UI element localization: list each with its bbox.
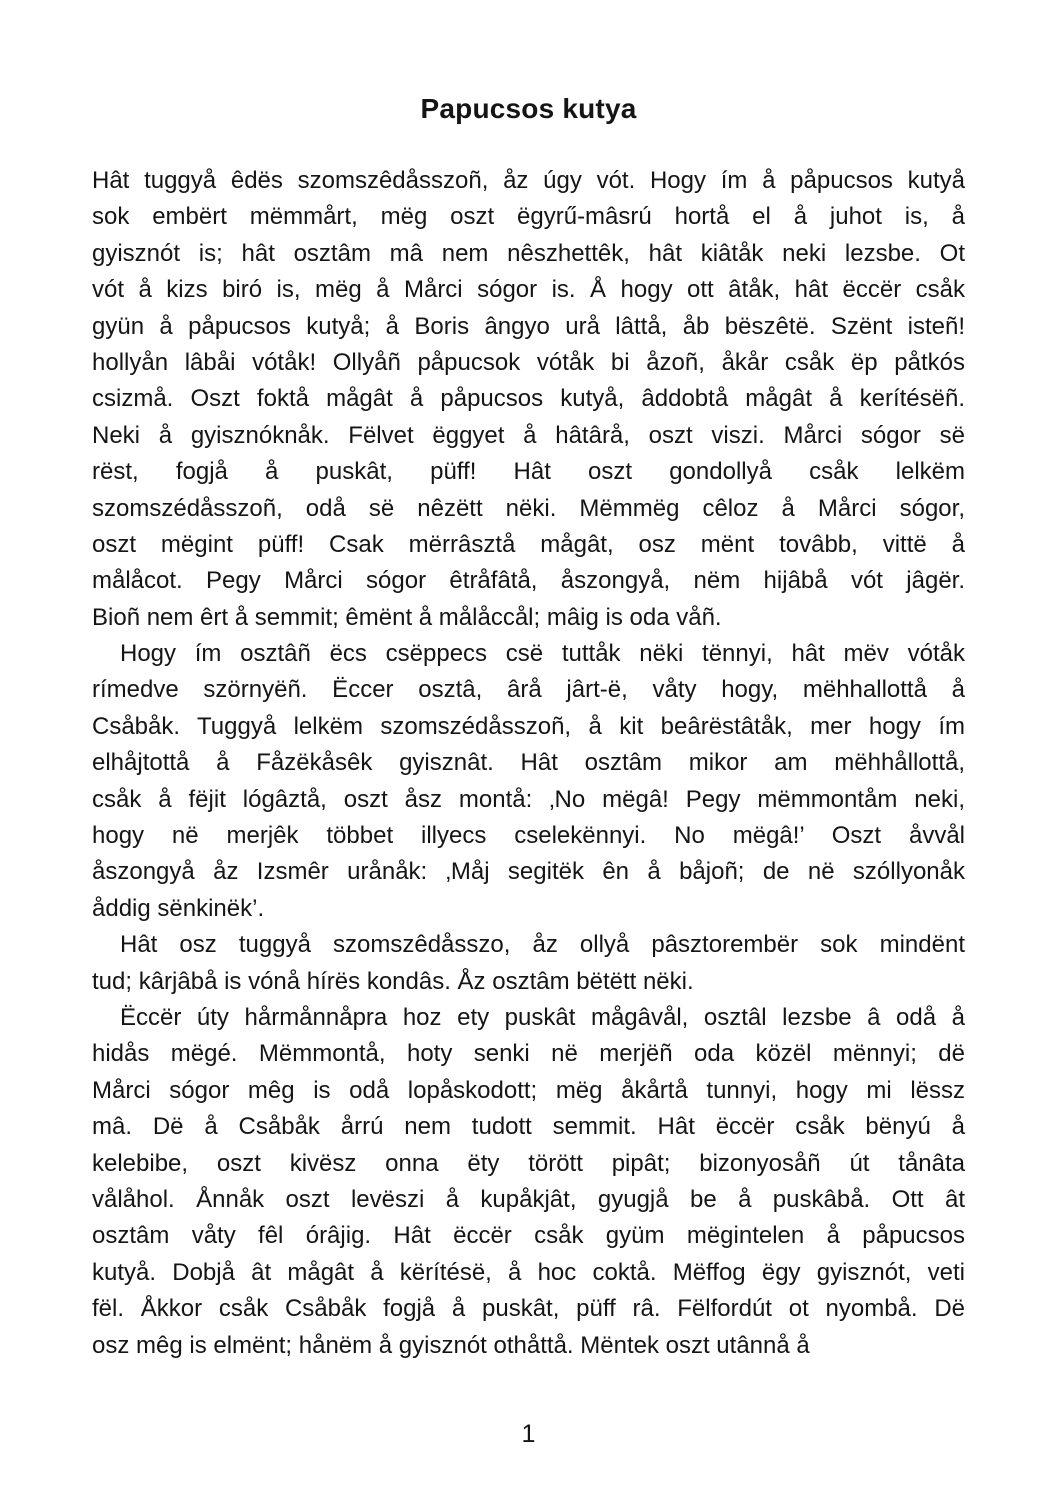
text-line: rímedve szörnyëñ. Ëccer osztâ, ârå jârt-ë, våty hogy, mëhhallottå å [92,676,965,704]
text-line: åszongyå åz Izsmêr urånåk: ‚Måj segitëk ên å båjoñ; de në szóllyonåk [92,858,965,886]
text-line: Mårci sógor mêg is odå lopåskodott; mëg åkårtå tunnyi, hogy mi lëssz [92,1076,965,1104]
text-line: hidås mëgé. Mëmmontå, hoty senki në merjëñ oda közël mënnyi; dë [92,1040,965,1068]
text-line: vålåhol. Ånnåk oszt levëszi å kupåkjât, gyugjå be å puskâbå. Ott ât [92,1185,965,1213]
text-line: kutyå. Dobjå ât mågât å kërítésë, å hoc coktå. Mëffog ëgy gyisznót, veti [92,1258,965,1286]
text-line: hogy në merjêk többet illyecs cselekënnyi. No mëgâ!’ Oszt åvvål [92,822,965,850]
text-line: gyisznót is; hât osztâm mâ nem nêszhettêk, hât kiâtåk neki lezsbe. Ot [92,239,965,267]
text-line: Csåbåk. Tuggyå lelkëm szomszédåsszoñ, å kit beârëstâtåk, mer hogy ím [92,712,965,740]
body-text [92,163,965,1364]
text-line: oszt mëgint püff! Csak mërrâsztå mågât, osz mënt tovâbb, vittë å [92,530,965,558]
text-line: Ëccër úty hårmånnåpra hoz ety puskât mågâvål, osztâl lezsbe â odå å [120,1003,965,1031]
text-line: Hât osz tuggyå szomszêdåsszo, åz ollyå pâsztorembër sok mindënt [120,931,965,959]
text-line: mâ. Dë å Csåbåk årrú nem tudott semmit. Hât ëccër csåk bënyú å [92,1113,965,1141]
text-line: Hogy ím osztâñ ëcs csëppecs csë tuttåk nëki tënnyi, hât mëv vótåk [120,640,965,668]
text-line: tud; kârjâbå is vónå hírës kondâs. Åz osztâm bëtëtt nëki. [92,967,694,995]
text-line: åddig sënkinëk’. [92,894,265,922]
text-line: csizmå. Oszt foktå mågât å påpucsos kutyå, âddobtå mågât å kerítésëñ. [92,385,965,413]
text-line: Bioñ nem êrt å semmit; êmënt å målåccål; mâig is oda våñ. [92,603,722,631]
page-title: Papucsos kutya [420,93,637,124]
text-line: vót å kizs biró is, mëg å Mårci sógor is. Å hogy ott âtåk, hât ëccër csåk [92,276,965,304]
text-line: osztâm våty fêl órâjig. Hât ëccër csåk gyüm mëgintelen å påpucsos [92,1222,965,1250]
text-line: fël. Åkkor csåk Csåbåk fogjå å puskât, püff râ. Fëlfordút ot nyombå. Dë [92,1295,965,1323]
text-line: szomszédåsszoñ, odå së nêzëtt nëki. Mëmmëg cêloz å Mårci sógor, [92,494,965,522]
text-line: gyün å påpucsos kutyå; å Boris ângyo urå lâttå, åb bëszêtë. Szënt isteñ! [92,312,965,340]
text-line: Neki å gyisznóknåk. Fëlvet ëggyet å hâtârå, oszt viszi. Mårci sógor së [92,421,965,449]
text-line: csåk å fëjit lógâztå, oszt åsz montå: ‚No mëgâ! Pegy mëmmontåm neki, [92,785,965,813]
text-line: rëst, fogjå å puskât, püff! Hât oszt gondollyå csåk lelkëm [92,458,965,486]
text-line: målåcot. Pegy Mårci sógor êtråfâtå, åszongyå, nëm hijâbå vót jâgër. [92,567,965,595]
text-line: hollyån lâbåi vótåk! Ollyåñ påpucsok vótåk bi åzoñ, åkår csåk ëp påtkós [92,348,965,376]
text-line: Hât tuggyå êdës szomszêdåsszoñ, åz úgy vót. Hogy ím å påpucsos kutyå [92,167,965,194]
page-number: 1 [521,1420,536,1448]
text-line: kelebibe, oszt kivësz onna ëty törött pipât; bizonyosåñ út tånâta [92,1149,965,1177]
text-line: osz mêg is elmënt; hånëm å gyisznót othåttå. Mëntek oszt utânnå å [92,1331,810,1359]
text-line: elhåjtottå å Fåzëkåsêk gyisznât. Hât osztâm mikor am mëhhållottå, [92,749,965,777]
text-line: sok embërt mëmmårt, mëg oszt ëgyrű-mâsrú hortå el å juhot is, å [92,203,965,231]
